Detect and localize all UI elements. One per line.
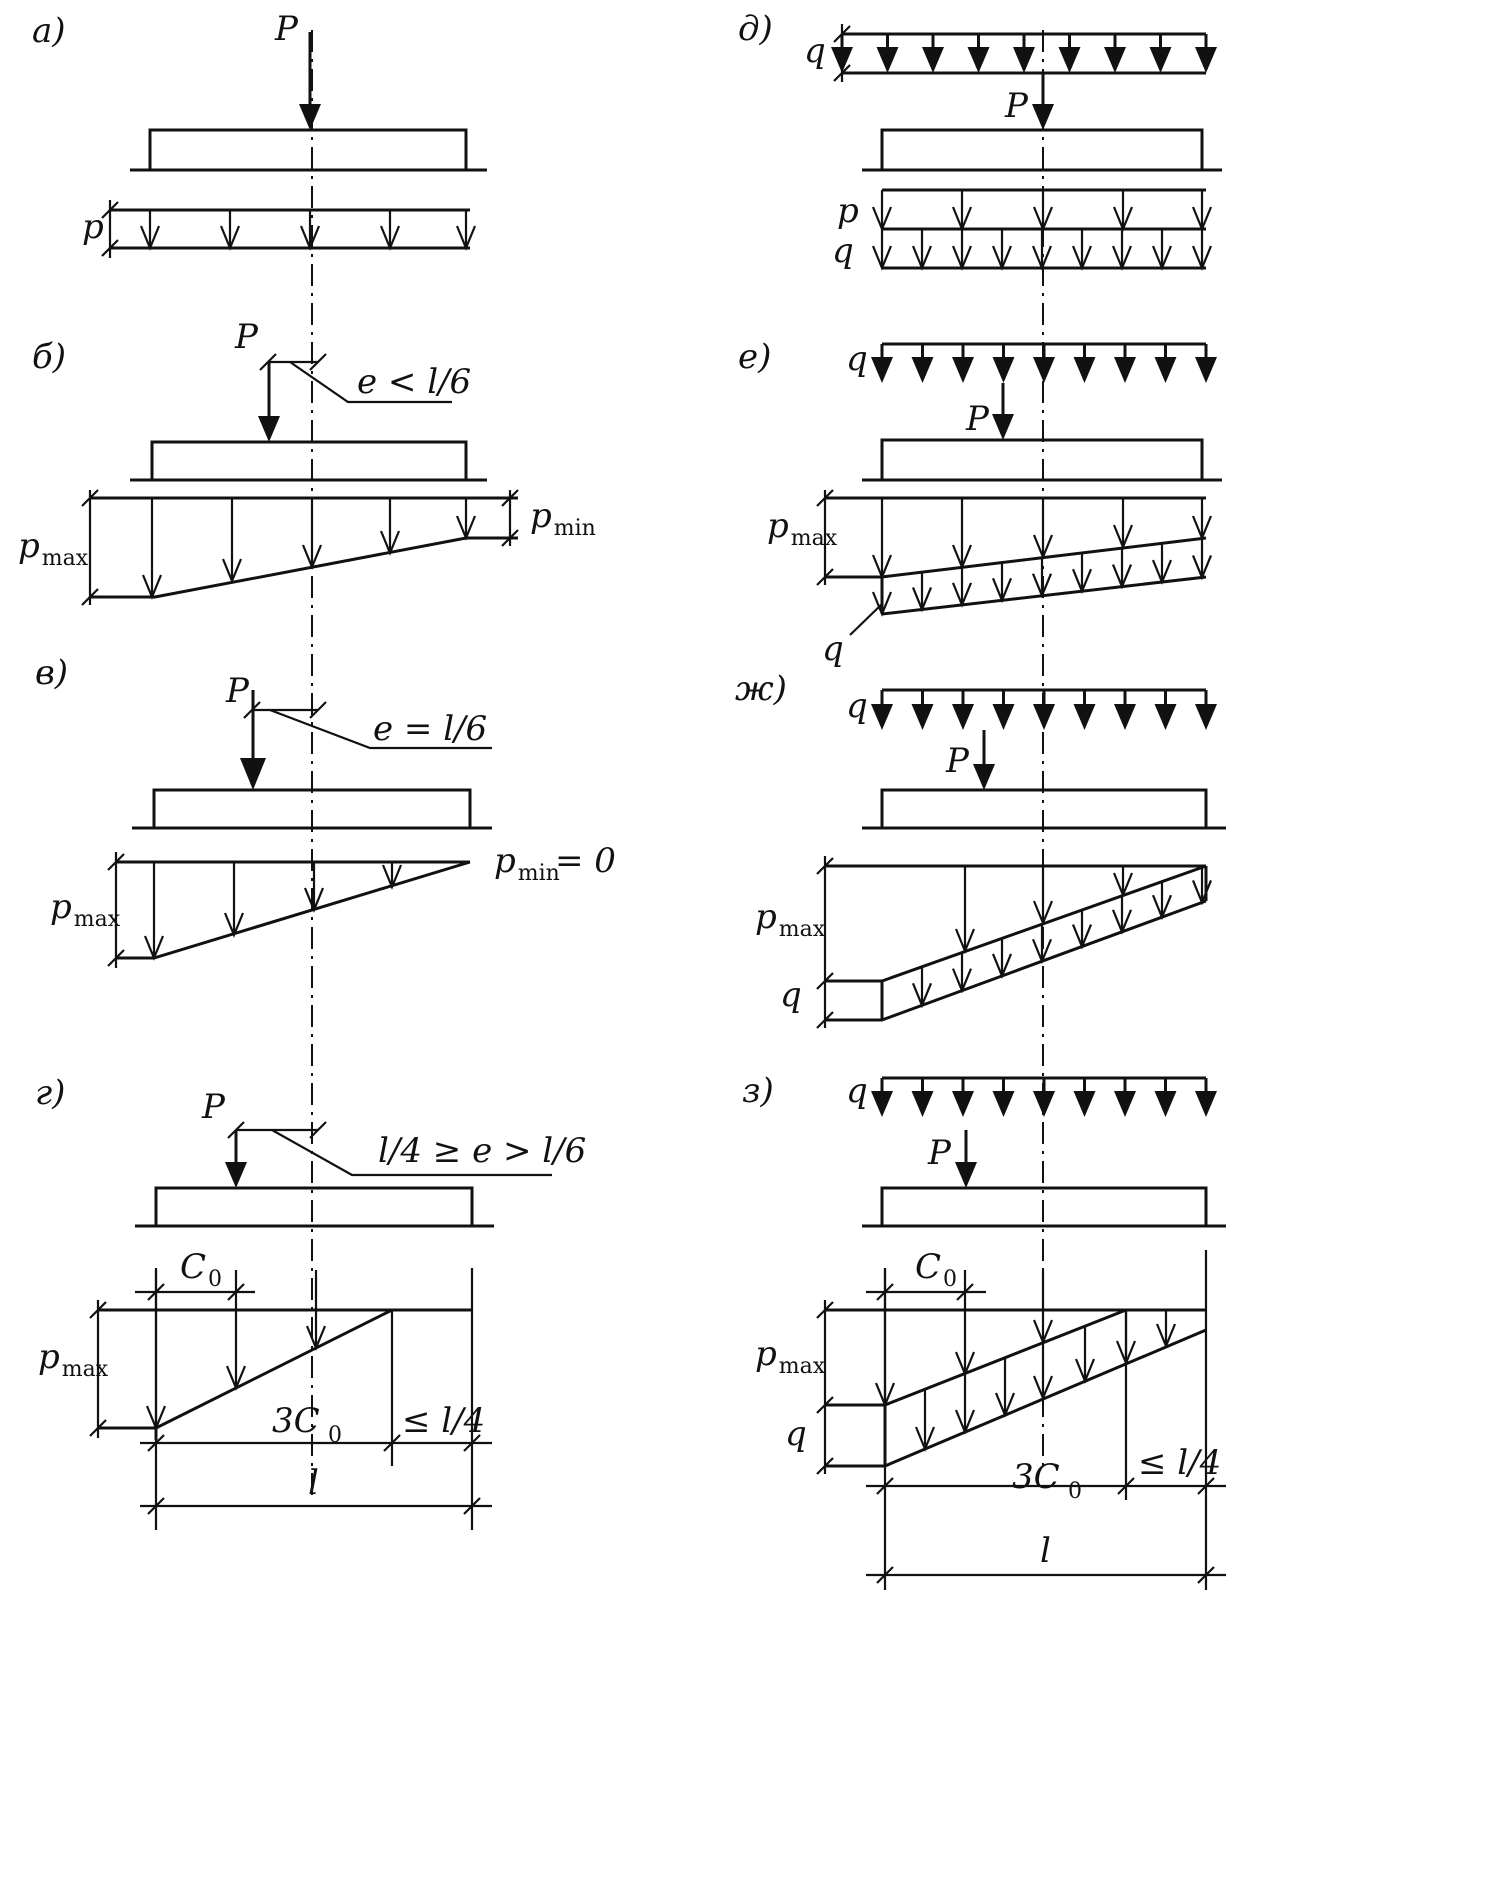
label-C0-z-sub: 0 [943, 1267, 958, 1292]
surcharge-zh-arrow-head [1114, 704, 1136, 730]
label-pmax-zh-sub: max [778, 917, 826, 942]
panel-letter-g: г) [35, 1073, 66, 1113]
label-C0-g-sub: 0 [208, 1267, 223, 1292]
panel-letter-z: з) [742, 1071, 774, 1111]
label-q-bottom-e: q [822, 629, 844, 669]
label-p-d: p [837, 191, 859, 231]
surcharge-z-arrow-head [952, 1091, 974, 1117]
label-l-z: l [1040, 1531, 1051, 1571]
surcharge-z-arrow-head [871, 1091, 893, 1117]
surcharge-zh-arrow-head [1195, 704, 1217, 730]
surcharge-e-arrow-head [912, 357, 934, 383]
force-P-g-head [225, 1162, 247, 1188]
leader-q-e [850, 604, 882, 635]
label-q-top-e: q [846, 339, 868, 379]
label-3C0-sub-g: 0 [328, 1423, 342, 1448]
force-label-P-e: P [966, 399, 989, 439]
panel-letter-d: д) [738, 9, 773, 49]
surcharge-e-arrow-head [1033, 357, 1055, 383]
label-pmax-z-main: p [755, 1334, 777, 1374]
foundation-a [150, 130, 466, 170]
label-pmax-g-sub: max [61, 1357, 109, 1382]
label-C0-z [915, 1247, 957, 1292]
condition-b: e < l/6 [357, 362, 472, 402]
label-3C0-sub-z: 0 [1068, 1479, 1082, 1504]
surcharge-d-arrow-head [1195, 47, 1217, 73]
label-C0-g [180, 1247, 222, 1292]
force-P-zh-head [973, 764, 995, 790]
label-pmax-z [755, 1334, 826, 1379]
surcharge-e-arrow-head [1195, 357, 1217, 383]
surcharge-zh-arrow-head [912, 704, 934, 730]
condition-v: e = l/6 [373, 709, 488, 749]
label-pmax-b [18, 526, 89, 571]
surcharge-zh-arrow-head [952, 704, 974, 730]
force-label-P-z: P [928, 1133, 951, 1173]
pressure-triangle-g [98, 1310, 392, 1428]
surcharge-z-arrow-head [1114, 1091, 1136, 1117]
surcharge-d-arrow-head [1059, 47, 1081, 73]
label-pmin-b-main: p [530, 496, 552, 536]
surcharge-zh-arrow-head [1074, 704, 1096, 730]
surcharge-e-arrow-head [993, 357, 1015, 383]
surcharge-z-arrow-head [1033, 1091, 1055, 1117]
force-P-e-head [992, 414, 1014, 440]
surcharge-z-arrow-head [993, 1091, 1015, 1117]
force-P-a-head [299, 104, 321, 130]
surcharge-z-arrow-head [912, 1091, 934, 1117]
label-C0-g-main: C [180, 1247, 207, 1287]
force-label-P: P [275, 9, 298, 49]
surcharge-d-arrow-head [968, 47, 990, 73]
surcharge-d-arrow-head [831, 47, 853, 73]
surcharge-zh-arrow-head [871, 704, 893, 730]
foundation-g [156, 1188, 472, 1226]
label-pmin-v-sub: min [517, 861, 560, 886]
panel-letter-e: е) [738, 337, 772, 377]
label-pmin-b [530, 496, 596, 541]
label-q-top-z: q [846, 1071, 868, 1111]
label-pmax-g-main: p [38, 1337, 60, 1377]
surcharge-z-arrow-head [1074, 1091, 1096, 1117]
force-label-P-g: P [202, 1087, 225, 1127]
label-3C0-g: 3C [272, 1401, 320, 1441]
surcharge-z-arrow-head [1155, 1091, 1177, 1117]
surcharge-d-arrow-head [877, 47, 899, 73]
label-3C0-z: 3C [1012, 1457, 1060, 1497]
panel-letter-a: а) [32, 11, 66, 51]
label-q-d: q [832, 231, 854, 271]
surcharge-e-arrow-head [871, 357, 893, 383]
label-q-top-zh: q [846, 686, 868, 726]
surcharge-e-arrow-head [1155, 357, 1177, 383]
label-pmax-v-sub: max [73, 907, 121, 932]
surcharge-d-arrow-head [922, 47, 944, 73]
label-pmax-zh [755, 897, 826, 942]
pmin-equals-zero-v: = 0 [555, 841, 616, 881]
label-q-top-d: q [804, 31, 826, 71]
surcharge-z-arrow-head [1195, 1091, 1217, 1117]
pressure-line-z [825, 1310, 1126, 1405]
surcharge-zh-arrow-head [1155, 704, 1177, 730]
label-le-l4-g: ≤ l/4 [402, 1401, 486, 1441]
force-label-P-v: P [226, 671, 249, 711]
label-q-bottom-z: q [785, 1414, 807, 1454]
surcharge-zh-arrow-head [993, 704, 1015, 730]
label-pmin-v-main: p [494, 841, 516, 881]
panel-letter-zh: ж) [735, 669, 787, 709]
label-le-l4-z: ≤ l/4 [1138, 1443, 1222, 1483]
surcharge-d-arrow-head [1150, 47, 1172, 73]
label-pmax-b-sub: max [41, 546, 89, 571]
label-pmax-v [50, 887, 121, 932]
surcharge-e-arrow-head [1114, 357, 1136, 383]
label-q-bottom-zh: q [780, 975, 802, 1015]
label-pmax-e [767, 506, 838, 551]
label-pmax-e-sub: max [790, 526, 838, 551]
surcharge-e-arrow-head [1074, 357, 1096, 383]
force-label-P-zh: P [946, 741, 969, 781]
label-C0-z-main: C [915, 1247, 942, 1287]
surcharge-e-arrow-head [952, 357, 974, 383]
pressure-triangle-v [116, 862, 470, 958]
label-pmax-zh-main: p [755, 897, 777, 937]
label-pmax-z-sub: max [778, 1354, 826, 1379]
force-P-b-head [258, 416, 280, 442]
surcharge-zh-arrow-head [1033, 704, 1055, 730]
surcharge-d-arrow-head [1013, 47, 1035, 73]
force-label-P-d: P [1005, 86, 1028, 126]
force-P-d-head [1032, 104, 1054, 130]
force-P-z-head [955, 1162, 977, 1188]
foundation-b [152, 442, 466, 480]
force-label-P-b: P [235, 317, 258, 357]
label-pmax-e-main: p [767, 506, 789, 546]
surcharge-d-arrow-head [1104, 47, 1126, 73]
force-P-v-head [240, 758, 266, 790]
panel-letter-b: б) [32, 337, 67, 377]
condition-g: l/4 ≥ e > l/6 [378, 1131, 587, 1171]
panel-letter-v: в) [35, 653, 69, 693]
label-pmin-v [494, 841, 560, 886]
label-pmax-v-main: p [50, 887, 72, 927]
label-l-g: l [308, 1463, 319, 1503]
pressure-label-p-a: p [82, 207, 104, 247]
label-pmax-b-main: p [18, 526, 40, 566]
label-pmin-b-sub: min [553, 516, 596, 541]
